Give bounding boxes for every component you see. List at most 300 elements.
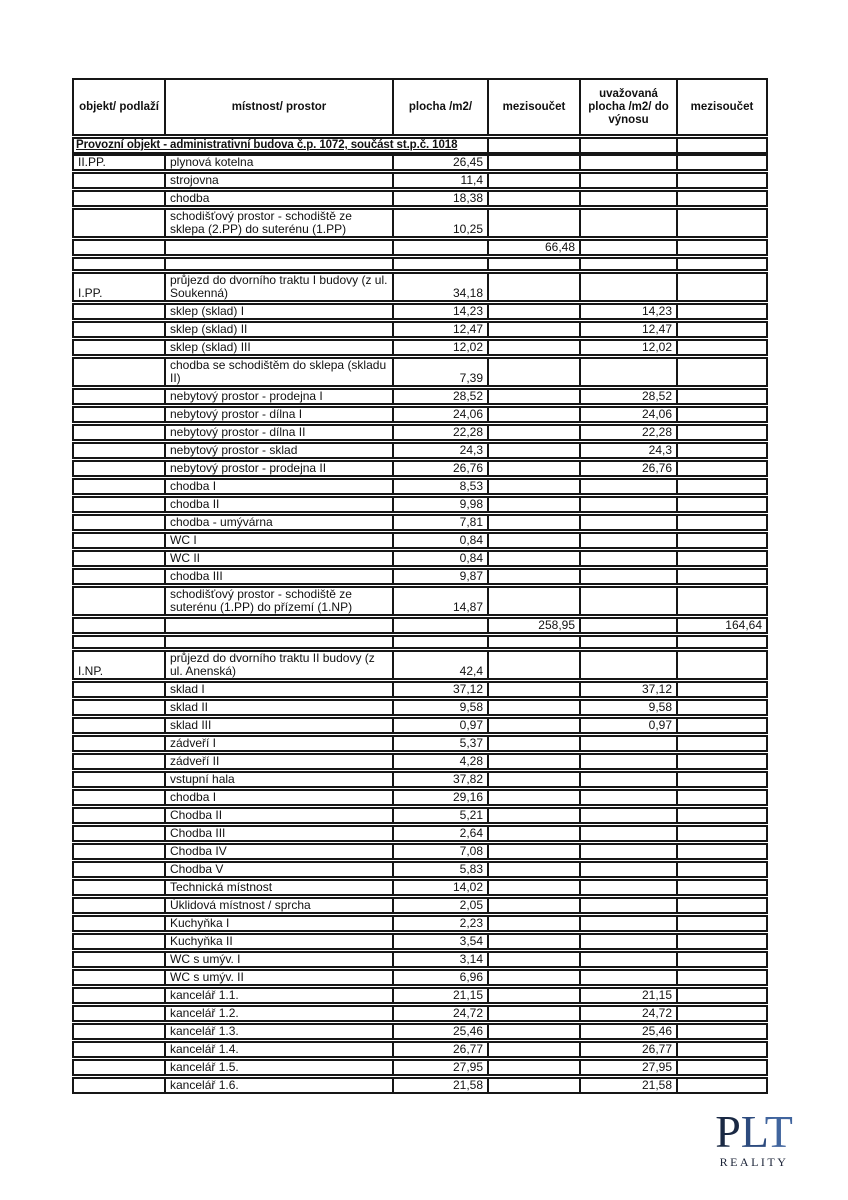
- cell-subtotal-2: [676, 989, 766, 1002]
- cell-area: [392, 259, 487, 269]
- cell-area: 7,39: [392, 359, 487, 385]
- cell-subtotal-2: [676, 953, 766, 966]
- cell-subtotal: [487, 259, 579, 269]
- cell-area: [392, 619, 487, 632]
- cell-considered: [579, 791, 676, 804]
- cell-subtotal-2: [676, 971, 766, 984]
- cell-room: chodba: [164, 192, 392, 205]
- table-row: [72, 1005, 768, 1022]
- cell-area: 3,54: [392, 935, 487, 948]
- cell-area: 37,12: [392, 683, 487, 696]
- cell-floor: [74, 863, 164, 876]
- cell-considered: 0,97: [579, 719, 676, 732]
- cell-room: kancelář 1.4.: [164, 1043, 392, 1056]
- cell-floor: [74, 953, 164, 966]
- cell-area: [392, 241, 487, 254]
- column-header-considered: uvažovaná plocha /m2/ do výnosu: [579, 80, 676, 134]
- table-row: [72, 1041, 768, 1058]
- cell-subtotal: [487, 637, 579, 647]
- cell-floor: [74, 259, 164, 269]
- cell-subtotal-2: [676, 408, 766, 421]
- cell-floor: [74, 241, 164, 254]
- plt-logo: [706, 1106, 802, 1169]
- cell-considered: 26,76: [579, 462, 676, 475]
- cell-subtotal-2: [676, 827, 766, 840]
- cell-subtotal-2: [676, 1079, 766, 1092]
- column-header-floor: objekt/ podlaží: [79, 100, 159, 113]
- cell-floor: [74, 935, 164, 948]
- table-row: [72, 717, 768, 734]
- cell-room: strojovna: [164, 174, 392, 187]
- cell-area: 24,72: [392, 1007, 487, 1020]
- cell-considered: [579, 259, 676, 269]
- cell-room: schodišťový prostor - schodiště ze suterénu (1.PP) do přízemí (1.NP): [164, 588, 392, 614]
- cell-area: 9,58: [392, 701, 487, 714]
- cell-room: chodba II: [164, 498, 392, 511]
- cell-subtotal: [487, 426, 579, 439]
- cell-subtotal: [487, 444, 579, 457]
- cell-room: WC I: [164, 534, 392, 547]
- cell-subtotal: [487, 1025, 579, 1038]
- cell-floor: [74, 480, 164, 493]
- cell-considered: [579, 498, 676, 511]
- cell-floor: [74, 755, 164, 768]
- cell-room: Chodba V: [164, 863, 392, 876]
- cell-considered: [579, 619, 676, 632]
- cell-room: nebytový prostor - sklad: [164, 444, 392, 457]
- cell-room: nebytový prostor - prodejna I: [164, 390, 392, 403]
- cell-floor: [74, 534, 164, 547]
- table-row: [72, 550, 768, 567]
- cell-area: 11,4: [392, 174, 487, 187]
- cell-room: sklep (sklad) III: [164, 341, 392, 354]
- table-row: [72, 514, 768, 531]
- cell-floor: [74, 637, 164, 647]
- table-row: [72, 478, 768, 495]
- table-row: [72, 460, 768, 477]
- table-row: [72, 442, 768, 459]
- cell-area: 25,46: [392, 1025, 487, 1038]
- cell-subtotal-2: [676, 737, 766, 750]
- cell-floor: [74, 701, 164, 714]
- table-row: [72, 650, 768, 680]
- cell-room: plynová kotelna: [164, 156, 392, 169]
- logo-subtext: REALITY: [719, 1155, 789, 1169]
- cell-floor: I.NP.: [78, 664, 104, 678]
- table-row: [72, 951, 768, 968]
- cell-considered: 21,15: [579, 989, 676, 1002]
- cell-considered: 24,06: [579, 408, 676, 421]
- cell-subtotal-2: [676, 1061, 766, 1074]
- cell-floor: [74, 899, 164, 912]
- cell-floor: II.PP.: [78, 156, 106, 169]
- cell-floor: [74, 570, 164, 583]
- cell-considered: 24,3: [579, 444, 676, 457]
- cell-area: 8,53: [392, 480, 487, 493]
- cell-subtotal: [487, 323, 579, 336]
- cell-subtotal: [487, 341, 579, 354]
- cell-room: kancelář 1.1.: [164, 989, 392, 1002]
- cell-considered: [579, 971, 676, 984]
- subtotal-row: [72, 617, 768, 634]
- table-row: [72, 915, 768, 932]
- cell-area: 2,05: [392, 899, 487, 912]
- table-row: [72, 424, 768, 441]
- cell-subtotal: [487, 390, 579, 403]
- cell-subtotal: [487, 462, 579, 475]
- table-row: [72, 496, 768, 513]
- cell-considered: 26,77: [579, 1043, 676, 1056]
- cell-considered: [579, 359, 676, 385]
- cell-subtotal: [487, 1079, 579, 1092]
- cell-room: nebytový prostor - prodejna II: [164, 462, 392, 475]
- cell-considered: [579, 652, 676, 678]
- cell-subtotal: 66,48: [487, 241, 579, 254]
- table-row: [72, 339, 768, 356]
- cell-area: 2,64: [392, 827, 487, 840]
- spacer-row: [72, 635, 768, 649]
- cell-area: 12,47: [392, 323, 487, 336]
- cell-considered: 28,52: [579, 390, 676, 403]
- cell-subtotal-2: [676, 588, 766, 614]
- cell-floor: [74, 552, 164, 565]
- cell-room: kancelář 1.2.: [164, 1007, 392, 1020]
- cell-considered: [579, 773, 676, 786]
- cell-floor: [74, 359, 164, 385]
- table-row: [72, 1059, 768, 1076]
- cell-subtotal: [487, 917, 579, 930]
- cell-considered: [579, 827, 676, 840]
- cell-subtotal: [487, 174, 579, 187]
- cell-considered: [579, 192, 676, 205]
- table-row: [72, 807, 768, 824]
- cell-floor: [74, 323, 164, 336]
- cell-subtotal-2: [676, 192, 766, 205]
- cell-area: 26,45: [392, 156, 487, 169]
- cell-considered: [579, 953, 676, 966]
- cell-subtotal: 258,95: [487, 619, 579, 632]
- table-row: [72, 969, 768, 986]
- cell-subtotal: [487, 773, 579, 786]
- section-empty-cell: [676, 139, 766, 152]
- cell-subtotal-2: [676, 917, 766, 930]
- cell-room: chodba I: [164, 791, 392, 804]
- cell-room: sklad II: [164, 701, 392, 714]
- cell-room: WC s umýv. I: [164, 953, 392, 966]
- table-row: [72, 190, 768, 207]
- cell-floor: [74, 619, 164, 632]
- cell-subtotal: [487, 552, 579, 565]
- cell-considered: 25,46: [579, 1025, 676, 1038]
- cell-room: WC II: [164, 552, 392, 565]
- table-row: [72, 406, 768, 423]
- cell-considered: [579, 737, 676, 750]
- cell-subtotal-2: [676, 1043, 766, 1056]
- table-row: [72, 771, 768, 788]
- cell-floor: [74, 989, 164, 1002]
- column-header-room: místnost/ prostor: [164, 80, 392, 134]
- cell-subtotal: [487, 719, 579, 732]
- cell-considered: 37,12: [579, 683, 676, 696]
- cell-considered: 12,47: [579, 323, 676, 336]
- table-row: [72, 753, 768, 770]
- cell-subtotal: [487, 935, 579, 948]
- cell-considered: [579, 570, 676, 583]
- cell-considered: [579, 637, 676, 647]
- cell-room: Chodba IV: [164, 845, 392, 858]
- cell-area: 21,58: [392, 1079, 487, 1092]
- cell-considered: [579, 917, 676, 930]
- cell-area: 5,21: [392, 809, 487, 822]
- cell-subtotal: [487, 791, 579, 804]
- cell-subtotal: [487, 809, 579, 822]
- cell-subtotal-2: [676, 390, 766, 403]
- cell-subtotal: [487, 652, 579, 678]
- cell-considered: 9,58: [579, 701, 676, 714]
- table-row: [72, 825, 768, 842]
- cell-considered: 14,23: [579, 305, 676, 318]
- cell-considered: 22,28: [579, 426, 676, 439]
- cell-subtotal-2: [676, 534, 766, 547]
- cell-floor: [74, 462, 164, 475]
- cell-area: 14,23: [392, 305, 487, 318]
- cell-area: 10,25: [392, 210, 487, 236]
- cell-floor: [74, 791, 164, 804]
- cell-subtotal-2: [676, 881, 766, 894]
- cell-room: [164, 259, 392, 269]
- cell-area: 14,87: [392, 588, 487, 614]
- cell-subtotal-2: [676, 845, 766, 858]
- cell-subtotal: [487, 683, 579, 696]
- cell-considered: [579, 588, 676, 614]
- cell-room: [164, 637, 392, 647]
- cell-considered: [579, 480, 676, 493]
- cell-area: 3,14: [392, 953, 487, 966]
- section-empty-cell: [579, 139, 676, 152]
- cell-subtotal-2: [676, 552, 766, 565]
- cell-room: chodba se schodištěm do sklepa (skladu II): [164, 359, 392, 385]
- cell-area: 34,18: [392, 274, 487, 300]
- cell-room: průjezd do dvorního traktu II budovy (z ul. Anenská): [164, 652, 392, 678]
- cell-area: 29,16: [392, 791, 487, 804]
- section-empty-cell: [487, 139, 579, 152]
- cell-area: 6,96: [392, 971, 487, 984]
- logo-letter: L: [740, 1106, 765, 1157]
- cell-area: 27,95: [392, 1061, 487, 1074]
- cell-area: 0,84: [392, 534, 487, 547]
- cell-area: [392, 637, 487, 647]
- cell-subtotal-2: [676, 241, 766, 254]
- cell-subtotal-2: [676, 570, 766, 583]
- cell-subtotal-2: [676, 156, 766, 169]
- table-row: [72, 272, 768, 302]
- cell-floor: [74, 1007, 164, 1020]
- cell-subtotal: [487, 1061, 579, 1074]
- cell-area: 9,98: [392, 498, 487, 511]
- cell-subtotal-2: [676, 323, 766, 336]
- cell-subtotal: [487, 755, 579, 768]
- cell-room: Technická místnost: [164, 881, 392, 894]
- cell-room: Chodba III: [164, 827, 392, 840]
- cell-subtotal: [487, 274, 579, 300]
- cell-subtotal-2: [676, 809, 766, 822]
- cell-subtotal-2: [676, 773, 766, 786]
- cell-subtotal-2: [676, 444, 766, 457]
- cell-floor: [74, 341, 164, 354]
- cell-subtotal: [487, 305, 579, 318]
- cell-room: chodba - umývárna: [164, 516, 392, 529]
- cell-considered: [579, 899, 676, 912]
- cell-room: [164, 241, 392, 254]
- table-row: [72, 586, 768, 616]
- cell-subtotal: [487, 899, 579, 912]
- table-body: [72, 154, 768, 1094]
- cell-considered: [579, 881, 676, 894]
- cell-area: 28,52: [392, 390, 487, 403]
- cell-area: 7,08: [392, 845, 487, 858]
- cell-subtotal: [487, 701, 579, 714]
- section-title-row: [72, 137, 768, 154]
- table-row: [72, 789, 768, 806]
- cell-considered: [579, 241, 676, 254]
- cell-floor: [74, 845, 164, 858]
- subtotal-row: [72, 239, 768, 256]
- cell-floor: [74, 1079, 164, 1092]
- cell-considered: [579, 809, 676, 822]
- cell-subtotal: [487, 498, 579, 511]
- column-header-subtotal-2: mezisoučet: [676, 80, 766, 134]
- cell-floor: [74, 426, 164, 439]
- cell-subtotal: [487, 359, 579, 385]
- cell-considered: [579, 274, 676, 300]
- table-row: [72, 303, 768, 320]
- logo-letter: P: [715, 1106, 741, 1157]
- cell-subtotal: [487, 570, 579, 583]
- cell-room: chodba III: [164, 570, 392, 583]
- cell-area: 0,84: [392, 552, 487, 565]
- cell-area: 18,38: [392, 192, 487, 205]
- cell-floor: [74, 1043, 164, 1056]
- cell-subtotal-2: [676, 935, 766, 948]
- table-row: [72, 208, 768, 238]
- cell-considered: [579, 534, 676, 547]
- cell-considered: [579, 552, 676, 565]
- cell-considered: [579, 174, 676, 187]
- cell-subtotal-2: [676, 1007, 766, 1020]
- cell-room: sklep (sklad) II: [164, 323, 392, 336]
- cell-area: 7,81: [392, 516, 487, 529]
- cell-floor: [74, 516, 164, 529]
- cell-room: nebytový prostor - dílna I: [164, 408, 392, 421]
- cell-room: Kuchyňka II: [164, 935, 392, 948]
- cell-subtotal: [487, 588, 579, 614]
- cell-area: 26,76: [392, 462, 487, 475]
- table-row: [72, 933, 768, 950]
- cell-considered: [579, 156, 676, 169]
- cell-considered: [579, 755, 676, 768]
- cell-floor: [74, 588, 164, 614]
- cell-subtotal-2: [676, 701, 766, 714]
- cell-room: sklad I: [164, 683, 392, 696]
- cell-considered: 12,02: [579, 341, 676, 354]
- cell-room: Chodba II: [164, 809, 392, 822]
- cell-subtotal: [487, 989, 579, 1002]
- cell-considered: [579, 516, 676, 529]
- table-row: [72, 1023, 768, 1040]
- spacer-row: [72, 257, 768, 271]
- cell-subtotal: [487, 156, 579, 169]
- cell-area: 42,4: [392, 652, 487, 678]
- table-header-row: [72, 78, 768, 136]
- cell-subtotal-2: 164,64: [676, 619, 766, 632]
- table-row: [72, 1077, 768, 1094]
- cell-floor: [74, 737, 164, 750]
- cell-floor: [74, 210, 164, 236]
- cell-subtotal-2: [676, 305, 766, 318]
- cell-subtotal: [487, 534, 579, 547]
- cell-subtotal-2: [676, 791, 766, 804]
- cell-area: 9,87: [392, 570, 487, 583]
- cell-room: Kuchyňka I: [164, 917, 392, 930]
- cell-subtotal-2: [676, 426, 766, 439]
- cell-subtotal: [487, 192, 579, 205]
- cell-area: 37,82: [392, 773, 487, 786]
- table-row: [72, 532, 768, 549]
- table-row: [72, 357, 768, 387]
- cell-area: 24,3: [392, 444, 487, 457]
- cell-floor: [74, 881, 164, 894]
- cell-considered: 24,72: [579, 1007, 676, 1020]
- cell-room: sklep (sklad) I: [164, 305, 392, 318]
- cell-considered: [579, 935, 676, 948]
- cell-floor: [74, 773, 164, 786]
- column-header-subtotal: mezisoučet: [487, 80, 579, 134]
- table-row: [72, 699, 768, 716]
- plt-logo-text: [706, 1106, 802, 1157]
- cell-floor: [74, 809, 164, 822]
- cell-subtotal-2: [676, 683, 766, 696]
- cell-considered: [579, 863, 676, 876]
- cell-area: 4,28: [392, 755, 487, 768]
- table-row: [72, 987, 768, 1004]
- cell-room: Úklidová místnost / sprcha: [164, 899, 392, 912]
- cell-subtotal-2: [676, 174, 766, 187]
- cell-floor: [74, 683, 164, 696]
- cell-subtotal-2: [676, 480, 766, 493]
- cell-floor: [74, 305, 164, 318]
- cell-subtotal: [487, 737, 579, 750]
- cell-floor: [74, 827, 164, 840]
- area-table: [72, 78, 768, 1094]
- cell-room: kancelář 1.3.: [164, 1025, 392, 1038]
- cell-area: 5,83: [392, 863, 487, 876]
- cell-floor: [74, 192, 164, 205]
- cell-subtotal-2: [676, 637, 766, 647]
- cell-room: vstupní hala: [164, 773, 392, 786]
- table-row: [72, 154, 768, 171]
- table-row: [72, 172, 768, 189]
- table-row: [72, 861, 768, 878]
- cell-subtotal: [487, 1043, 579, 1056]
- cell-area: 24,06: [392, 408, 487, 421]
- table-row: [72, 681, 768, 698]
- table-row: [72, 388, 768, 405]
- cell-area: 2,23: [392, 917, 487, 930]
- cell-considered: [579, 845, 676, 858]
- cell-subtotal-2: [676, 210, 766, 236]
- table-row: [72, 568, 768, 585]
- table-row: [72, 321, 768, 338]
